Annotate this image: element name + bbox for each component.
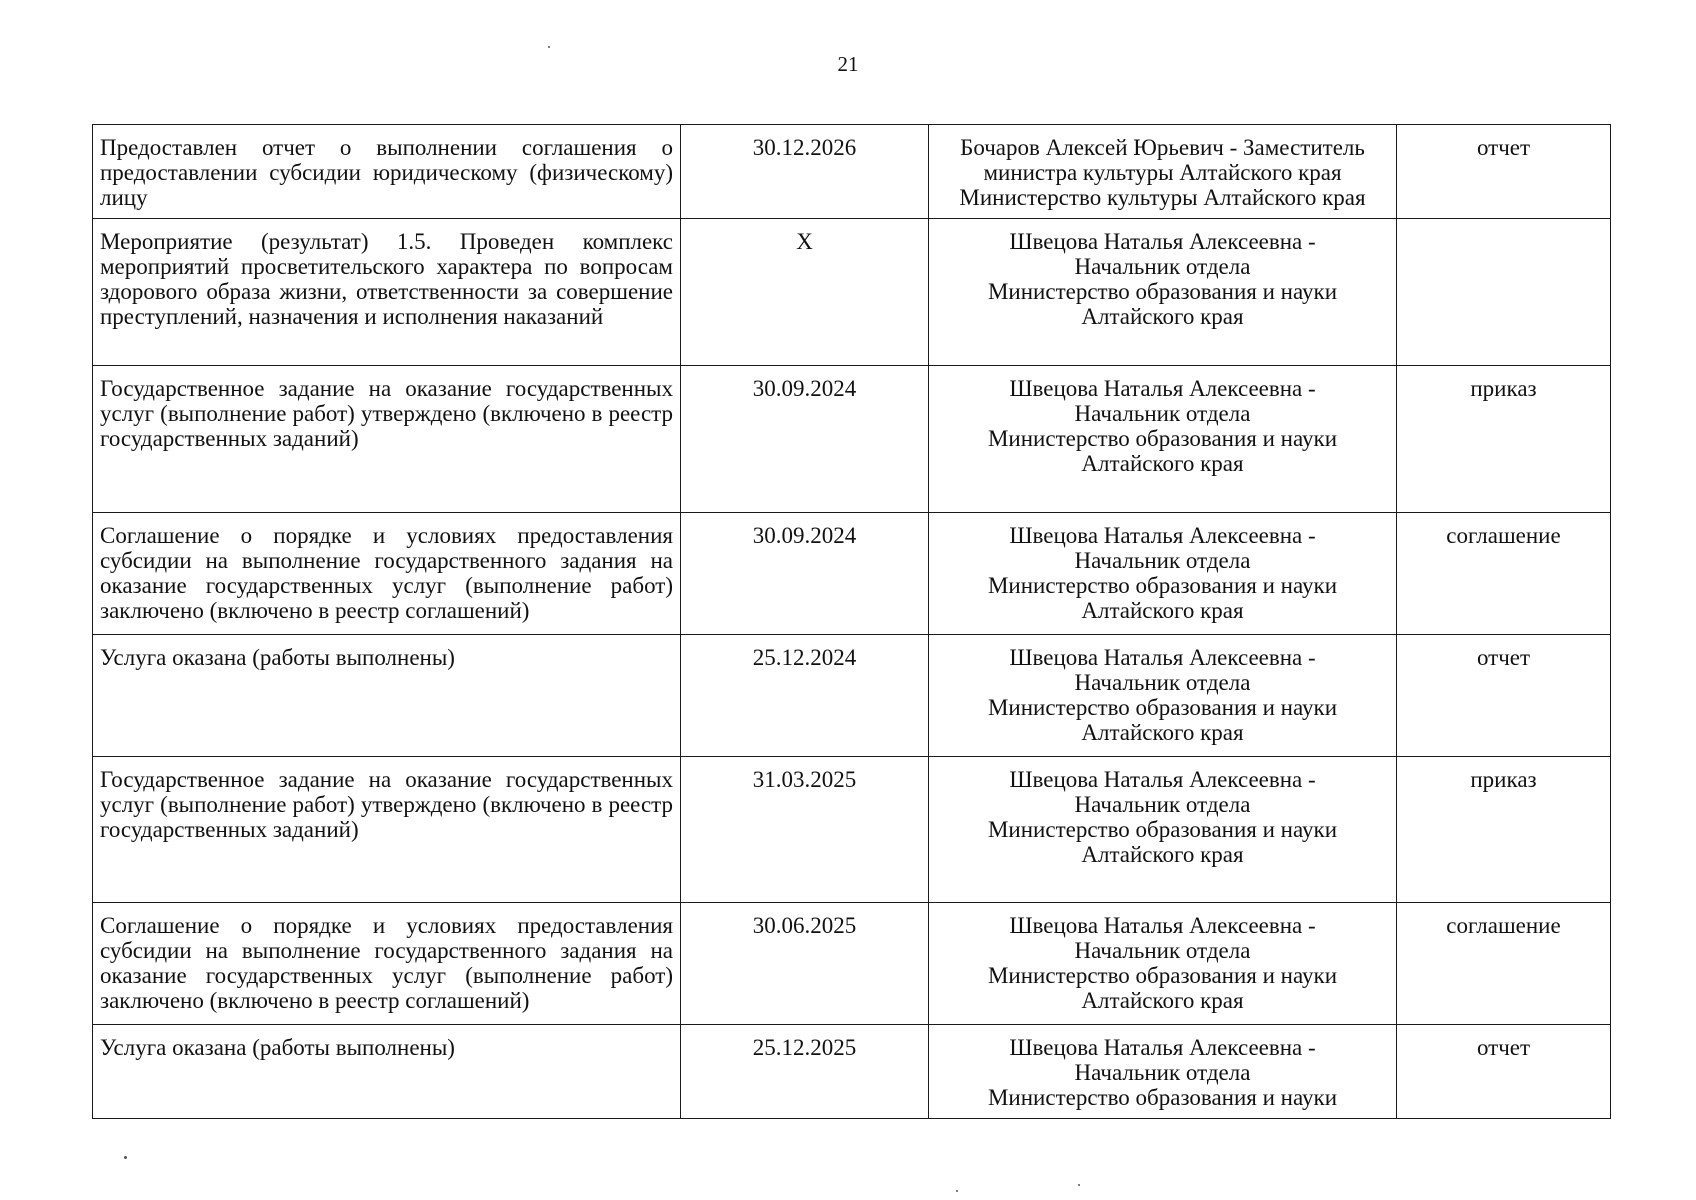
responsible-line: Швецова Наталья Алексеевна - [1009,229,1316,254]
table-row [93,125,1611,219]
event-description: Услуга оказана (работы выполнены) [93,635,681,757]
deadline-date: 30.09.2024 [681,366,929,513]
responsible-line: Алтайского края [1081,720,1244,745]
deadline-date: 25.12.2025 [681,1025,929,1119]
deadline-date: 30.06.2025 [681,903,929,1025]
document-type: отчет [1397,125,1611,219]
responsible-line: Министерство культуры Алтайского края [959,185,1366,210]
event-description: Соглашение о порядке и условиях предоставления субсидии на выполнение государственного задания на оказание государственных услуг (выполнение работ) заключено (включено в реестр соглашений) [93,903,681,1025]
responsible-line: Министерство образования и науки [987,695,1338,720]
responsible-line: Начальник отдела [1074,1060,1251,1085]
responsible-line: Швецова Наталья Алексеевна - [1009,767,1316,792]
responsible-line: Министерство образования и науки [987,279,1338,304]
event-description: Предоставлен отчет о выполнении соглашения о предоставлении субсидии юридическому (физическому) лицу [93,125,681,219]
page-number: 21 [837,52,859,76]
responsible-line: министра культуры Алтайского края [983,160,1342,185]
responsible-line: Министерство образования и науки [987,1085,1338,1110]
responsible-line: Начальник отдела [1074,401,1251,426]
event-description: Услуга оказана (работы выполнены) [93,1025,681,1119]
table-row [93,513,1611,635]
deadline-date: 31.03.2025 [681,757,929,903]
responsible-person [929,757,1397,903]
table-row [93,757,1611,903]
responsible-person [929,125,1397,219]
responsible-line: Швецова Наталья Алексеевна - [1009,913,1316,938]
responsible-person [929,903,1397,1025]
event-description: Мероприятие (результат) 1.5. Проведен комплекс мероприятий просветительского характера по вопросам здорового образа жизни, ответственности за совершение преступлений, назначения и исполнения наказаний [93,219,681,366]
table-row [93,366,1611,513]
document-type: соглашение [1397,903,1611,1025]
table-row [93,903,1611,1025]
document-type: соглашение [1397,513,1611,635]
responsible-line: Швецова Наталья Алексеевна - [1009,645,1316,670]
event-description: Государственное задание на оказание государственных услуг (выполнение работ) утверждено (включено в реестр государственных заданий) [93,366,681,513]
responsible-line: Министерство образования и науки [987,573,1338,598]
responsible-person [929,513,1397,635]
event-description: Государственное задание на оказание государственных услуг (выполнение работ) утверждено (включено в реестр государственных заданий) [93,757,681,903]
responsible-person [929,635,1397,757]
responsible-line: Алтайского края [1081,304,1244,329]
responsible-person [929,1025,1397,1119]
responsible-line: Начальник отдела [1074,792,1251,817]
deadline-date: 30.09.2024 [681,513,929,635]
document-type: отчет [1397,635,1611,757]
responsible-line: Швецова Наталья Алексеевна - [1009,1035,1316,1060]
table-row [93,635,1611,757]
scan-speck [548,46,550,48]
document-type: отчет [1397,1025,1611,1119]
table-row [93,219,1611,366]
responsible-line: Начальник отдела [1074,938,1251,963]
responsible-line: Алтайского края [1081,842,1244,867]
responsible-line: Министерство образования и науки [987,426,1338,451]
scan-speck [124,1156,127,1159]
event-description: Соглашение о порядке и условиях предоставления субсидии на выполнение государственного задания на оказание государственных услуг (выполнение работ) заключено (включено в реестр соглашений) [93,513,681,635]
document-type: приказ [1397,757,1611,903]
scan-speck [1078,1184,1080,1186]
responsible-line: Швецова Наталья Алексеевна - [1009,376,1316,401]
scan-speck [956,1190,958,1192]
responsible-line: Начальник отдела [1074,254,1251,279]
responsible-line: Алтайского края [1081,451,1244,476]
responsible-person [929,219,1397,366]
document-type: приказ [1397,366,1611,513]
plan-table-body [93,125,1611,1119]
responsible-line: Швецова Наталья Алексеевна - [1009,523,1316,548]
responsible-person [929,366,1397,513]
responsible-line: Бочаров Алексей Юрьевич - Заместитель [960,135,1365,160]
responsible-line: Министерство образования и науки [987,963,1338,988]
responsible-line: Начальник отдела [1074,670,1251,695]
responsible-line: Начальник отдела [1074,548,1251,573]
table-row [93,1025,1611,1119]
responsible-line: Министерство образования и науки [987,817,1338,842]
responsible-line: Алтайского края [1081,598,1244,623]
deadline-date: 30.12.2026 [681,125,929,219]
document-type [1397,219,1611,366]
plan-table [92,124,1611,1119]
deadline-date: 25.12.2024 [681,635,929,757]
deadline-date: X [681,219,929,366]
responsible-line: Алтайского края [1081,988,1244,1013]
